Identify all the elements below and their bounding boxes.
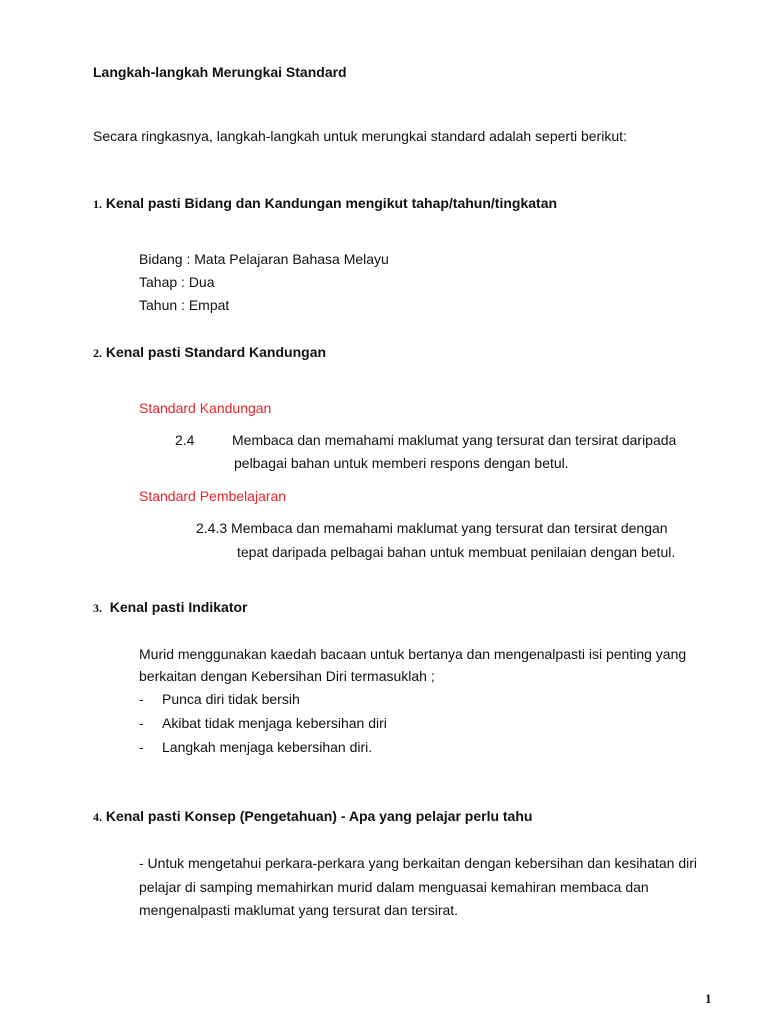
standard-pembelajaran-label: Standard Pembelajaran [139, 488, 287, 504]
standard-kandungan-label: Standard Kandungan [139, 400, 272, 416]
section-1-line: Bidang : Mata Pelajaran Bahasa Melayu [139, 251, 389, 267]
list-item: Langkah menjaga kebersihan diri. [162, 739, 373, 755]
standard-kandungan-code: 2.4 [175, 432, 195, 448]
section-3-title: Kenal pasti Indikator [109, 599, 248, 615]
bullet-marker: - [139, 739, 144, 755]
section-2-title: Kenal pasti Standard Kandungan [105, 344, 327, 360]
section-3-paragraph: Murid menggunakan kaedah bacaan untuk bertanya dan mengenalpasti isi penting yang [139, 646, 687, 662]
section-1-title: Kenal pasti Bidang dan Kandungan mengikut tahap/tahun/tingkatan [105, 195, 558, 211]
section-3-paragraph: berkaitan dengan Kebersihan Diri termasuklah ; [139, 668, 435, 684]
list-item: Akibat tidak menjaga kebersihan diri [162, 715, 387, 731]
section-4-text: - Untuk mengetahui perkara-perkara yang berkaitan dengan kebersihan dan kesihatan diri [139, 855, 698, 871]
standard-kandungan-text: pelbagai bahan untuk memberi respons dengan betul. [234, 455, 569, 471]
list-item: Punca diri tidak bersih [162, 691, 300, 707]
section-1-line: Tahap : Dua [139, 274, 215, 290]
page-number: 1 [705, 991, 712, 1006]
bullet-marker: - [139, 715, 144, 731]
document-title: Langkah-langkah Merungkai Standard [93, 64, 347, 80]
section-2-heading [93, 343, 326, 362]
section-2-number: 2. [93, 346, 102, 360]
standard-pembelajaran-text: tepat daripada pelbagai bahan untuk membuat penilaian dengan betul. [237, 544, 676, 560]
section-4-heading [93, 807, 532, 826]
standard-kandungan-text: Membaca dan memahami maklumat yang tersurat dan tersirat daripada [232, 432, 677, 448]
section-1-number: 1. [93, 197, 102, 211]
section-3-heading [93, 598, 247, 617]
standard-pembelajaran-text: 2.4.3 Membaca dan memahami maklumat yang tersurat dan tersirat dengan [196, 520, 668, 536]
section-1-line: Tahun : Empat [139, 297, 230, 313]
section-3-number: 3. [93, 601, 102, 615]
section-4-text: mengenalpasti maklumat yang tersurat dan tersirat. [139, 902, 459, 918]
section-1-heading [93, 194, 557, 213]
intro-text: Secara ringkasnya, langkah-langkah untuk merungkai standard adalah seperti berikut: [93, 128, 627, 144]
section-4-title: Kenal pasti Konsep (Pengetahuan) - Apa yang pelajar perlu tahu [105, 808, 533, 824]
section-4-number: 4. [93, 810, 102, 824]
bullet-marker: - [139, 691, 144, 707]
section-4-text: pelajar di samping memahirkan murid dalam menguasai kemahiran membaca dan [139, 879, 649, 895]
